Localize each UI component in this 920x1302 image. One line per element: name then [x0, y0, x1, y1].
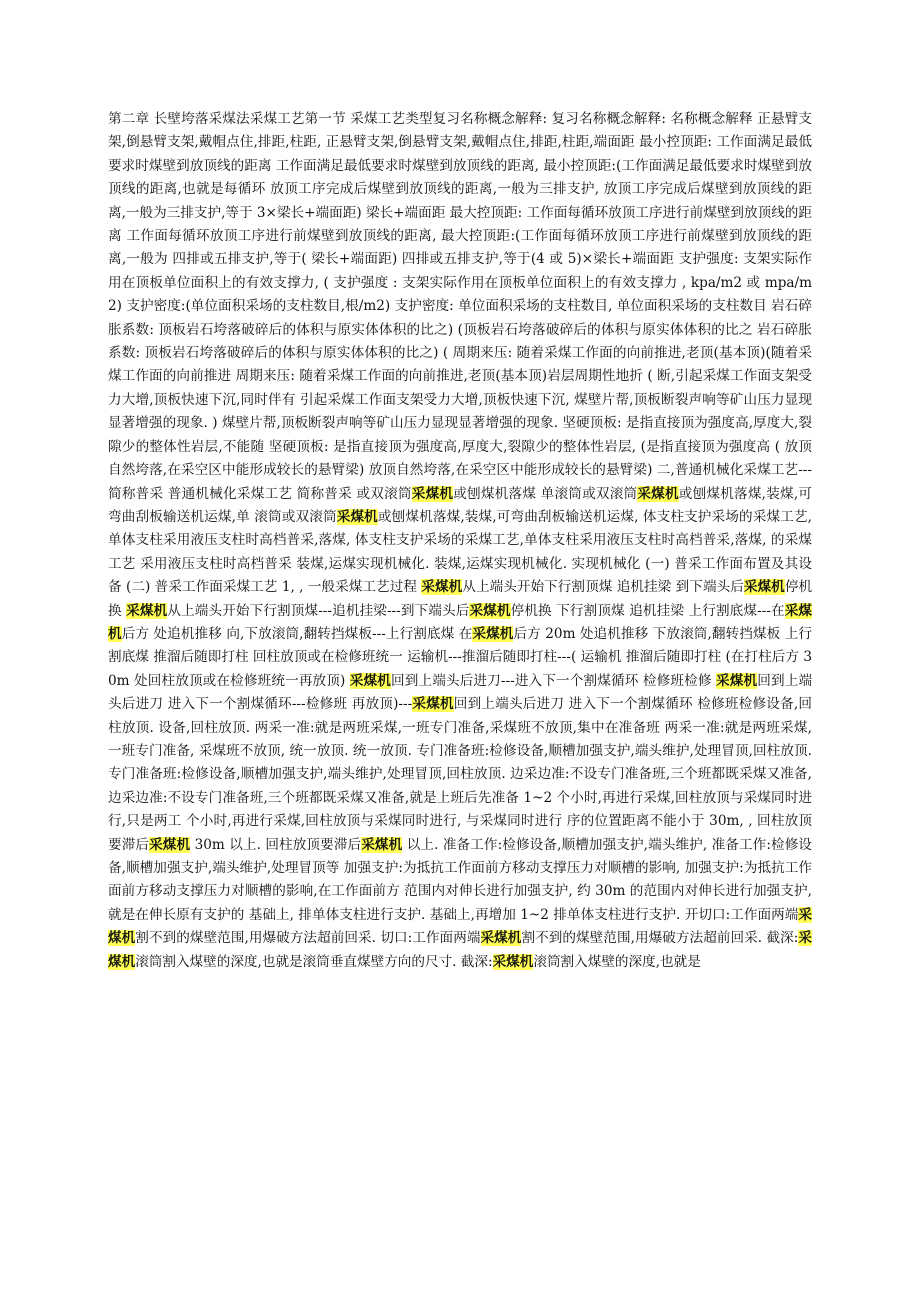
- text-run: 从上端头开始下行割顶煤---追机挂梁---到下端头后: [167, 602, 470, 619]
- highlighted-term: 采煤机: [421, 579, 463, 596]
- highlighted-term: 采煤机: [716, 672, 758, 689]
- text-run: 或刨煤机落煤,装煤,可弯曲刮板输送机运煤,单 滚筒或双滚筒: [108, 485, 812, 525]
- text-run: 30m 以上. 回柱放顶要滞后: [190, 836, 362, 853]
- highlighted-term: 采煤机: [411, 485, 454, 502]
- text-run: 第二章 长壁垮落采煤法采煤工艺第一节 采煤工艺类型复习名称概念解释: 复习名称概念解释: 名称概念解释 正悬臂支架,倒悬臂支架,戴帽点住,排距,柱距, 正悬臂支架,倒悬臂支架,戴帽点住,排距,柱距,端面距 最小控顶距: 工作面满足最低要求时煤壁到放顶线的距离 工作面满足最低要求时煤壁到放顶线的距离, 最小控顶距:(工作面满足最低要求时煤壁到放顶线的距离,也就是每循环 放顶工序完成后煤壁到放顶线的距离,一般为三排支护, 放顶工序完成后煤壁到放顶线的距离,一般为三排支护,等于 3×梁长+端面距) 梁长+端面距 最大控顶距: 工作面每循环放顶工序进行前煤壁到放顶线的距离 工作面每循环放顶工序进行前煤壁到放顶线的距离, 最大控顶距:(工作面每循环放顶工序进行前煤壁到放顶线的距离,一般为 四排或五排支护,等于( 梁长+端面距) 四排或五排支护,等于(4 或 5)×梁长+端面距 支护强度: 支架实际作用在顶板单位面积上的有效支撑力, ( 支护强度 : 支架实际作用在顶板单位面积上的有效支撑力 , kpa/m2 或 mpa/m2) 支护密度:(单位面积采场的支柱数目,根/m2) 支护密度: 单位面积采场的支柱数目, 单位面积采场的支柱数目 岩石碎胀系数: 顶板岩石垮落破碎后的体积与原实体体积的比之) (顶板岩石垮落破碎后的体积与原实体体积的比之 岩石碎胀系数: 顶板岩石垮落破碎后的体积与原实体体积的比之) ( 周期来压: 随着采煤工作面的向前推进,老顶(基本顶)(随着采煤工作面的向前推进 周期来压: 随着采煤工作面的向前推进,老顶(基本顶)岩层周期性地折 ( 断,引起采煤工作面支架受力大增,顶板快速下沉,同时伴有 引起采煤工作面支架受力大增,顶板快速下沉, 煤壁片帮,顶板断裂声响等矿山压力显现显著增强的现象. ) 煤壁片帮,顶板断裂声响等矿山压力显现显著增强的现象. 坚硬顶板: 是指直接顶为强度高,厚度大,裂隙少的整体性岩层,不能随 坚硬顶板: 是指直接顶为强度高,厚度大,裂隙少的整体性岩层, (是指直接顶为强度高 ( 放顶自然垮落,在采空区中能形成较长的悬臂梁) 放顶自然垮落,在采空区中能形成较长的悬臂梁) 二,普通机械化采煤工艺---简称普采 普通机械化采煤工艺 简称普采 或双滚筒: [108, 111, 812, 502]
- document-body: [108, 108, 812, 974]
- text-run: 从上端头开始下行割顶煤 追机挂梁 到下端头后: [462, 579, 744, 596]
- text-run: 后方 处追机推移 向,下放滚筒,翻转挡煤板---上行割底煤 在: [121, 625, 473, 642]
- highlighted-term: 采煤机: [108, 930, 813, 970]
- text-run: 回到上端头后进刀 进入下一个割煤循环 检修班检修设备,回柱放顶. 设备,回柱放顶. 两采一准:就是两班采煤,一班专门准备,采煤班不放顶,集中在准备班 两采一准:就是两班采煤,一班专门准备, 采煤班不放顶, 统一放顶. 统一放顶. 专门准备班:检修设备,顺槽加强支护,端头维护,处理冒顶,回柱放顶. 专门准备班:检修设备,顺槽加强支护,端头维护,处理冒顶,回柱放顶. 边采边准:不设专门准备班,三个班都既采煤又准备, 边采边准:不设专门准备班,三个班都既采煤又准备,就是上班后先准备 1~2 个小时,再进行采煤,回柱放顶与采煤同时进行,只是两工 个小时,再进行采煤,回柱放顶与采煤同时进行, 与采煤同时进行 序的位置距离不能小于 30m, , 回柱放顶要滞后: [108, 696, 813, 853]
- text-run: 或刨煤机落煤 单滚筒或双滚筒: [453, 485, 638, 502]
- highlighted-term: 采煤机: [412, 696, 454, 713]
- highlighted-term: 采煤机: [361, 836, 403, 853]
- highlighted-term: 采煤机: [469, 602, 511, 619]
- text-run: 割不到的煤壁范围,用爆破方法超前回采. 截深:: [521, 930, 799, 947]
- text-run: 滚筒割入煤壁的深度,也就是滚筒垂直煤壁方向的尺寸. 截深:: [135, 953, 493, 970]
- highlighted-term: 采煤机: [336, 508, 378, 525]
- text-run: 割不到的煤壁范围,用爆破方法超前回采. 切口:工作面两端: [135, 930, 481, 947]
- highlighted-term: 采煤机: [349, 672, 392, 689]
- highlighted-term: 采煤机: [743, 579, 785, 596]
- highlighted-term: 采煤机: [149, 836, 191, 853]
- text-run: 以上. 准备工作:检修设备,顺槽加强支护,端头维护, 准备工作:检修设备,顺槽加强支护,端头维护,处理冒顶等 加强支护:为抵抗工作面前方移动支撑压力对顺槽的影响, 加强支护:为抵抗工作面前方移动支撑压力对顺槽的影响,在工作面前方 范围内对伸长进行加强支护, 约 30m 的范围内对伸长进行加强支护,就是在伸长原有支护的 基础上, 排单体支柱进行支护. 基础上,再增加 1~2 排单体支柱进行支护. 开切口:工作面两端: [108, 836, 813, 923]
- highlighted-term: 采煤机: [472, 625, 514, 642]
- text-run: 停机换 下行割顶煤 追机挂梁 上行割底煤---在: [510, 602, 785, 619]
- highlighted-term: 采煤机: [108, 906, 812, 947]
- highlighted-term: 采煤机: [480, 930, 522, 947]
- highlighted-term: 采煤机: [637, 485, 679, 502]
- text-run: 或刨煤机落煤,装煤,可弯曲刮板输送机运煤, 体支柱支护采场的采煤工艺,单体支柱采用液压支柱时高档普采,落煤, 体支柱支护采场的采煤工艺,单体支柱采用液压支柱时高档普采,落煤, 的采煤工艺 采用液压支柱时高档普采 装煤,运煤实现机械化. 装煤,运煤实现机械化. 实现机械化 (一) 普采工作面布置及其设备 (二) 普采工作面采煤工艺 1, , 一般采煤工艺过程: [108, 508, 813, 596]
- text-run: 回到上端头后进刀---进入下一个割煤循环 检修班检修: [391, 672, 717, 689]
- text-run: 停机换: [108, 579, 813, 619]
- highlighted-term: 采煤机: [492, 953, 534, 970]
- highlighted-term: 采煤机: [126, 602, 168, 619]
- text-run: 后方 20m 处追机推移 下放滚筒,翻转挡煤板 上行割底煤 推溜后随即打柱 回柱放顶或在检修班统一 运输机---推溜后随即打柱---( 运输机 推溜后随即打柱 (在打柱后方 30m 处回柱放顶或在检修班统一再放顶): [108, 625, 813, 689]
- text-run: 回到上端头后进刀 进入下一个割煤循环---检修班 再放顶)---: [108, 672, 813, 713]
- text-run: 滚筒割入煤壁的深度,也就是: [533, 953, 701, 970]
- highlighted-term: 采煤机: [108, 602, 813, 642]
